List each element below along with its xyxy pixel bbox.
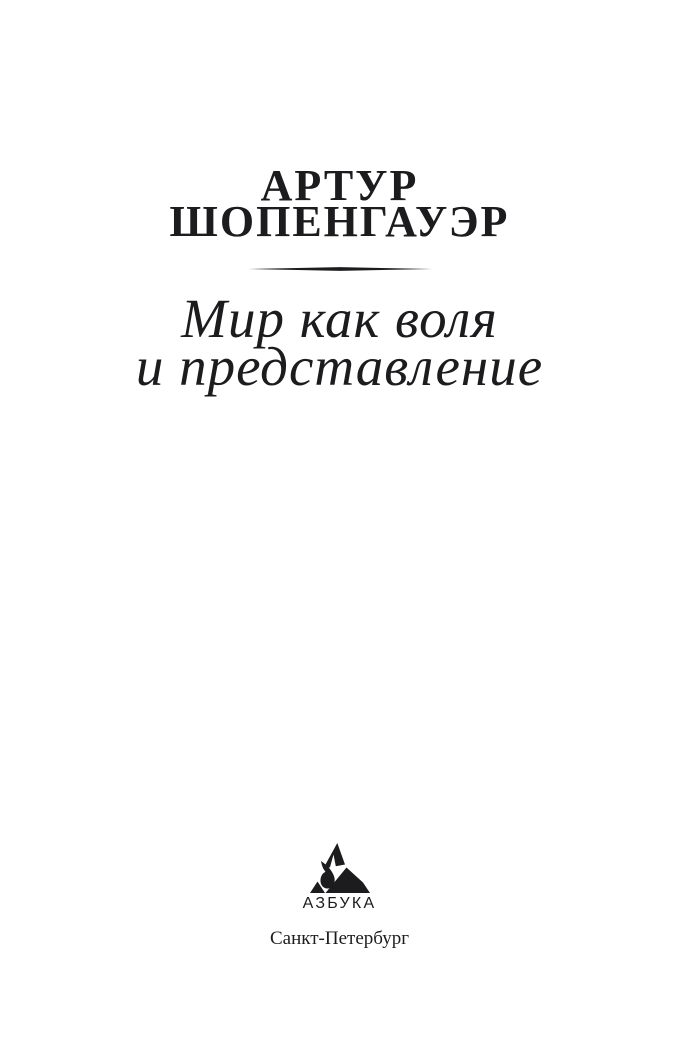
- book-title: [0, 288, 679, 397]
- author-name: [0, 161, 679, 246]
- book-title-line-2: и представление: [135, 336, 544, 397]
- publisher-wordmark: АЗБУКА: [302, 895, 377, 912]
- publisher-city: Санкт-Петербург: [269, 928, 409, 949]
- author-name-line-1: АРТУР: [260, 161, 419, 210]
- azbuka-triangle-logo-icon: [310, 843, 370, 893]
- divider-rule: [0, 266, 679, 272]
- book-title-line-1: Мир как воля: [181, 288, 498, 349]
- author-name-line-2: ШОПЕНГАУЭР: [169, 197, 510, 246]
- publisher-logo: [0, 843, 679, 893]
- divider-rule-shape: [248, 266, 432, 272]
